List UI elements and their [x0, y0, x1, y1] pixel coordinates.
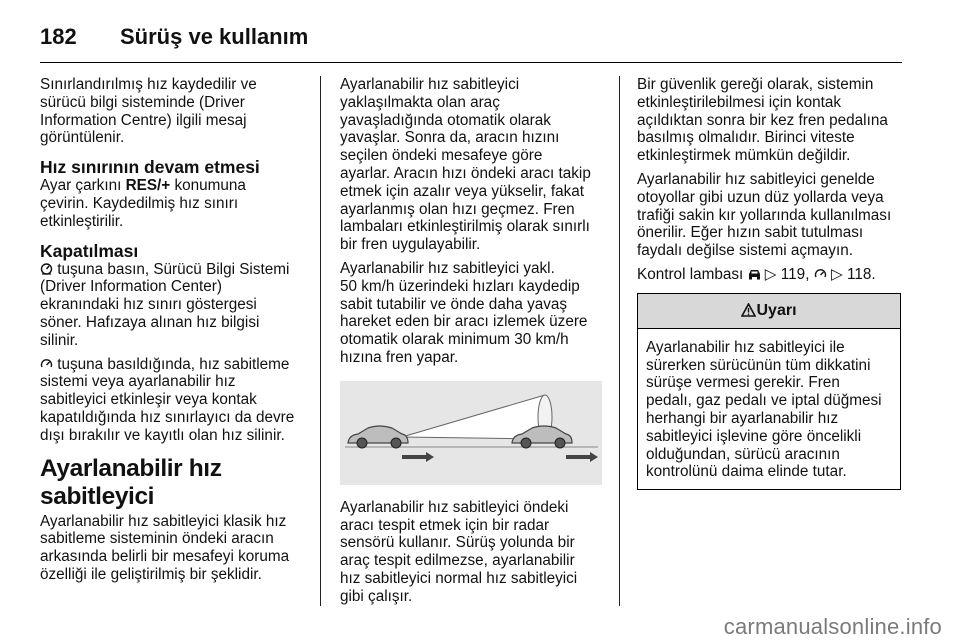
column-divider	[619, 76, 620, 606]
acc-speed-paragraph: Ayarlanabilir hız sabitleyici yakl. 50 km/h üzerindeki hızları kaydedip sabit tutabilir ve önde daha yavaş hareket eden bir aracı izlemek üzere otomatik olarak minimum 30 km/h hızına fren yapar.	[340, 259, 588, 366]
radar-car-diagram	[340, 381, 602, 485]
page-header	[40, 18, 902, 63]
off-heading: Kapatılması	[40, 240, 139, 261]
safety-paragraph: Bir güvenlik gereği olarak, sistemin etkinleştirilebilmesi için kontak açıldıktan sonra bir kez fren pedalına basılmış olmalıdır. Birinci viteste etkinleştirmek mümkün değildir.	[637, 76, 888, 165]
motion-arrow-icon	[566, 452, 598, 462]
column-1	[40, 76, 306, 590]
car-front-icon	[748, 268, 761, 280]
column-2	[340, 76, 606, 612]
column-3	[637, 76, 903, 490]
cruise-control-icon	[814, 267, 827, 280]
motion-arrow-icon	[402, 452, 434, 462]
control-lamp-paragraph: Kontrol lambası ▷ 119, ▷ 118.	[637, 265, 876, 283]
radar-illustration	[340, 381, 602, 485]
resume-paragraph: Ayar çarkını RES/+ konumuna çevirin. Kaydedilmiş hız sınırı etkinleştirilir.	[40, 177, 246, 230]
warning-header	[638, 294, 900, 329]
res-button-label: RES/+	[125, 177, 171, 195]
speed-limiter-icon	[40, 262, 53, 275]
off2-paragraph: tuşuna basıldığında, hız sabitleme sistemi veya ayarlanabilir hız sabitleyici etkinleşir veya kontak kapatıldığında hız sınırlayıcı da devre dışı bırakılır ve kayıtlı olan hız silinir.	[40, 355, 295, 444]
acc-description-paragraph: Ayarlanabilir hız sabitleyici yaklaşılmakta olan araç yavaşladığında otomatik olarak yavaşlar. Sonra da, aracın hızını seçilen öndeki mesafeye göre ayarlar. Aracın hızı öndeki aracı takip etmek için azalır veya yükselir, fakat ayarlanmış olan hızı geçmez. Fren lambaları etkinleştirilmiş olarak sınırlı bir fren uygulayabilir.	[340, 76, 591, 254]
page-ref-link[interactable]: 118.	[846, 265, 876, 283]
usage-paragraph: Ayarlanabilir hız sabitleyici genelde otoyollar gibi uzun düz yollarda veya trafiği sakin kır yollarında kullanılması önerilir. Eğer hızın sabit tutulması faydalı değilse sistemi açmayın.	[637, 170, 892, 260]
off-paragraph: tuşuna basın, Sürücü Bilgi Sistemi (Driver Information Center) ekranındaki hız sınırı göstergesi söner. Hafızaya alınan hız bilgisi silinir.	[40, 260, 290, 349]
column-divider	[320, 76, 321, 606]
acc-paragraph: Ayarlanabilir hız sabitleyici klasik hız sabitleme sisteminin öndeki aracın arkasında belirli bir mesafeyi koruma özelliği ile geliştirilmiş bir şeklidir.	[40, 512, 290, 583]
page-ref-link[interactable]: 119	[780, 265, 806, 283]
acc-heading: Ayarlanabilir hız sabitleyici	[40, 454, 222, 510]
watermark: carmanualsonline.info	[723, 614, 942, 639]
own-car-icon	[348, 426, 408, 448]
warning-triangle-icon	[741, 303, 756, 317]
cruise-control-icon	[40, 357, 53, 370]
chapter-title: Sürüş ve kullanım	[120, 24, 309, 49]
page-ref-arrow-icon: ▷	[764, 265, 777, 283]
intro-paragraph: Sınırlandırılmış hız kaydedilir ve sürücü bilgi sisteminde (Driver Information Centre) ilgili mesaj görüntülenir.	[40, 76, 257, 147]
warning-body: Ayarlanabilir hız sabitleyici ile sürerken sürücünün tüm dikkatini sürüşe vermesi gerekir. Fren pedalı, gaz pedalı ve iptal düğmesi herhangi bir ayarlanabilir hız sabitleyici işlevine göre öncelikli olduğundan, sürücü aracının kontrolünü daima elinde tutar.	[646, 338, 882, 481]
page-ref-arrow-icon: ▷	[830, 265, 843, 283]
page-number: 182	[40, 24, 77, 49]
warning-box	[637, 293, 901, 490]
warning-title: Uyarı	[756, 301, 797, 319]
resume-heading: Hız sınırının devam etmesi	[40, 157, 260, 178]
radar-paragraph: Ayarlanabilir hız sabitleyici öndeki aracı tespit etmek için bir radar sensörü kullanır. Sürüş yolunda bir araç tespit edilmezse, ayarlanabilir hız sabitleyici normal hız sabitleyici gibi çalışır.	[340, 498, 578, 605]
